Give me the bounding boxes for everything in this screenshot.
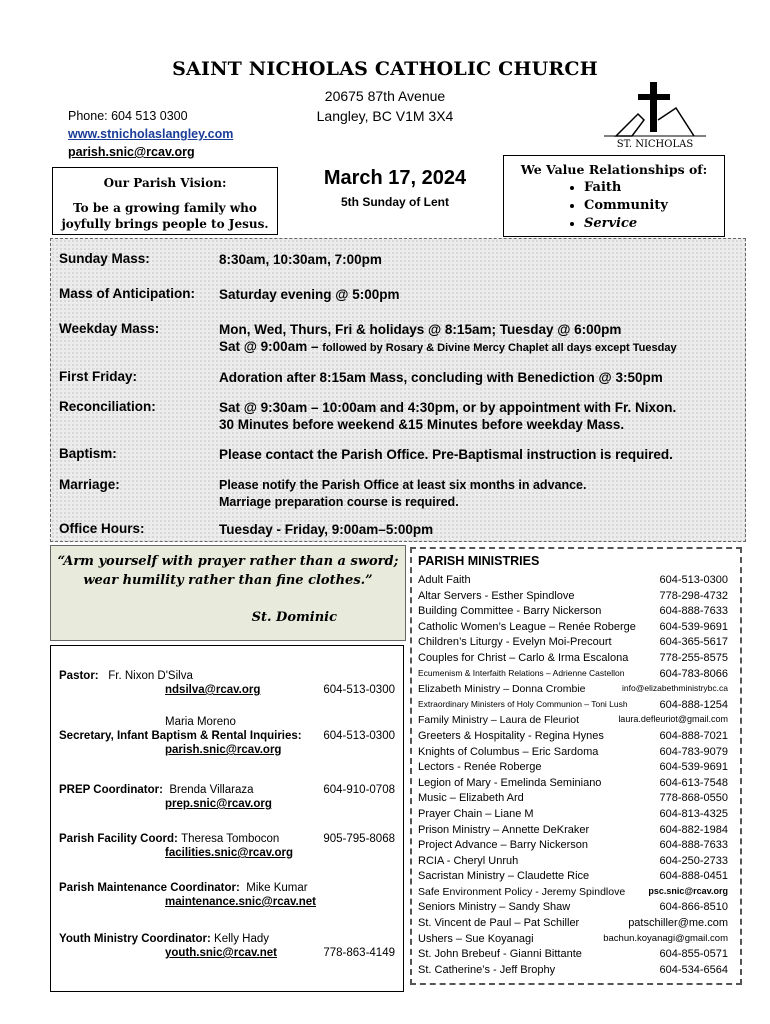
staff-email[interactable]: maintenance.snic@rcav.net [165, 896, 316, 908]
ministry-name: Elizabeth Ministry – Donna Crombie [418, 683, 586, 696]
staff-phone: 905-795-8068 [323, 833, 395, 845]
value-item: • Faith [584, 179, 724, 197]
ministry-name: Ecumenism & Interfaith Relations – Adrienne Castellon [418, 667, 625, 678]
staff-name: Kelly Hady [214, 933, 270, 945]
ministry-contact: 604-783-8066 [659, 667, 728, 680]
schedule-value: Tuesday - Friday, 9:00am–5:00pm [219, 522, 434, 537]
ministry-contact: 604-888-1254 [659, 698, 728, 711]
schedule-value: Marriage preparation course is required. [219, 495, 459, 509]
staff-phone: 778-863-4149 [323, 947, 395, 959]
staff-youth [59, 933, 395, 959]
ministry-contact: 604-866-8510 [659, 901, 728, 914]
ministry-row [418, 824, 728, 840]
staff-email[interactable]: youth.snic@rcav.net [165, 947, 277, 959]
ministry-name: Prayer Chain – Liane M [418, 807, 534, 820]
staff-name: Mike Kumar [246, 882, 308, 894]
ministry-contact: 604-534-6564 [659, 963, 728, 976]
ministry-name: Catholic Women’s League – Renée Roberge [418, 620, 636, 633]
staff-email[interactable]: prep.snic@rcav.org [165, 798, 272, 810]
address-city: Langley, BC V1M 3X4 [316, 108, 454, 124]
email-link[interactable]: parish.snic@rcav.org [68, 145, 195, 159]
ministry-row [418, 870, 728, 886]
ministry-row [418, 683, 728, 699]
ministry-name: Legion of Mary - Emelinda Seminiano [418, 776, 602, 789]
ministry-row [418, 590, 728, 606]
schedule-label: Mass of Anticipation: [59, 286, 196, 301]
ministry-row [418, 668, 728, 684]
ministry-name: Prison Ministry – Annette DeKraker [418, 823, 590, 836]
ministry-contact: 604-813-4325 [659, 807, 728, 820]
schedule-value: Saturday evening @ 5:00pm [219, 287, 400, 302]
ministry-row [418, 839, 728, 855]
staff-secretary [59, 716, 395, 756]
ministry-contact: 604-513-0300 [659, 574, 728, 586]
staff-role: PREP Coordinator: [59, 784, 163, 796]
ministry-contact: 778-298-4732 [659, 589, 728, 602]
ministry-contact[interactable]: patschiller@me.com [628, 917, 728, 930]
ministry-contact: 604-888-7021 [659, 729, 728, 742]
ministry-contact: 604-250-2733 [659, 854, 728, 867]
ministry-row [418, 855, 728, 871]
staff-email[interactable]: facilities.snic@rcav.org [165, 847, 293, 859]
ministry-name: Greeters & Hospitality - Regina Hynes [418, 729, 604, 742]
vision-body: To be a growing family who joyfully brings people to Jesus. [61, 201, 269, 231]
schedule-label: Reconciliation: [59, 399, 156, 414]
staff-prep [59, 784, 395, 810]
schedule-value: Sat @ 9:30am – 10:00am and 4:30pm, or by appointment with Fr. Nixon. [219, 400, 677, 415]
church-address [300, 86, 470, 126]
staff-phone: 604-910-0708 [323, 784, 395, 796]
ministry-name: Sacristan Ministry – Claudette Rice [418, 870, 590, 883]
ministry-name: Adult Faith [418, 574, 471, 586]
ministry-contact: 604-888-7633 [659, 605, 728, 618]
schedule-value: 8:30am, 10:30am, 7:00pm [219, 252, 382, 267]
ministry-row [418, 917, 728, 933]
ministry-contact: 604-882-1984 [659, 823, 728, 836]
staff-role: Pastor: [59, 670, 99, 682]
schedule-value: Adoration after 8:15am Mass, concluding with Benediction @ 3:50pm [219, 370, 663, 385]
ministry-row [418, 730, 728, 746]
staff-email[interactable]: ndsilva@rcav.org [165, 684, 261, 696]
ministry-row [418, 933, 728, 949]
ministry-row [418, 699, 728, 715]
mass-schedule [50, 238, 746, 542]
parish-ministries [410, 547, 742, 985]
ministry-row [418, 886, 728, 902]
quote-line: “Arm yourself with prayer rather than a sword; [57, 554, 399, 569]
vision-title: Our Parish Vision: [103, 176, 227, 190]
ministry-name: Music – Elizabeth Ard [418, 792, 524, 805]
quote-box [50, 545, 406, 641]
ministry-row [418, 948, 728, 964]
ministry-row [418, 901, 728, 917]
staff-role: Parish Facility Coord: [59, 833, 178, 845]
ministry-row [418, 621, 728, 637]
staff-phone: 604-513-0300 [323, 684, 395, 696]
staff-phone: 604-513-0300 [323, 730, 395, 742]
church-name: SAINT NICHOLAS CATHOLIC CHURCH [172, 58, 598, 80]
website-link[interactable]: www.stnicholaslangley.com [68, 127, 234, 141]
schedule-label: Office Hours: [59, 521, 145, 536]
schedule-label: Weekday Mass: [59, 321, 160, 336]
ministry-contact: 604-888-7633 [659, 839, 728, 852]
ministry-row [418, 792, 728, 808]
staff-directory [50, 645, 404, 992]
ministry-contact: 604-783-9079 [659, 745, 728, 758]
ministries-title: PARISH MINISTRIES [418, 554, 540, 568]
ministry-contact: 604-539-9691 [659, 620, 728, 633]
ministry-name: Altar Servers - Esther Spindlove [418, 589, 575, 602]
ministry-row [418, 808, 728, 824]
staff-name: Brenda Villaraza [169, 784, 254, 796]
ministry-name: Extraordinary Ministers of Holy Communion – Toni Lush [418, 698, 628, 709]
bulletin-date [300, 167, 490, 209]
value-item: • Service [584, 215, 724, 233]
ministry-contact: 604-365-5617 [659, 636, 728, 649]
values-box [503, 155, 725, 237]
ministry-name: Family Ministry – Laura de Fleuriot [418, 714, 580, 727]
ministry-name: RCIA - Cheryl Unruh [418, 854, 519, 867]
ministry-row [418, 652, 728, 668]
quote-author: St. Dominic [251, 610, 337, 625]
date-text: March 17, 2024 [323, 167, 467, 189]
ministry-name: St. John Brebeuf - Gianni Bittante [418, 948, 582, 961]
contact-info [68, 107, 233, 161]
staff-maintenance [59, 882, 395, 908]
values-list [504, 179, 724, 233]
ministry-contact[interactable]: laura.defleuriot@gmail.com [618, 714, 728, 725]
ministry-name: Children’s Liturgy - Evelyn Moi-Precourt [418, 636, 612, 649]
staff-email[interactable]: parish.snic@rcav.org [165, 744, 282, 756]
ministry-name: Project Advance – Barry Nickerson [418, 839, 588, 852]
ministry-name: St. Vincent de Paul – Pat Schiller [418, 917, 580, 930]
ministry-row [418, 714, 728, 730]
phone-number: Phone: 604 513 0300 [68, 109, 188, 123]
schedule-value: Mon, Wed, Thurs, Fri & holidays @ 8:15am; Tuesday @ 6:00pm [219, 322, 622, 337]
ministry-row [418, 761, 728, 777]
church-logo [598, 80, 712, 152]
ministry-name: Knights of Columbus – Eric Sardoma [418, 745, 599, 758]
values-title: We Value Relationships of: [520, 162, 708, 177]
ministry-contact: 778-255-8575 [659, 651, 728, 664]
ministry-contact[interactable]: info@elizabethministrybc.ca [622, 683, 728, 694]
schedule-note: followed by Rosary & Divine Mercy Chaplet all days except Tuesday [322, 342, 677, 354]
ministry-name: Lectors - Renée Roberge [418, 761, 542, 774]
ministry-contact: 604-855-0571 [659, 948, 728, 961]
ministry-contact: 604-888-0451 [659, 870, 728, 883]
ministry-contact[interactable]: bachun.koyanagi@gmail.com [603, 932, 728, 944]
schedule-label: First Friday: [59, 369, 138, 384]
schedule-value: 30 Minutes before weekend &15 Minutes before weekday Mass. [219, 417, 625, 432]
ministry-contact: 778-868-0550 [659, 792, 728, 805]
parish-vision-box [52, 167, 278, 235]
ministry-row [418, 777, 728, 793]
liturgical-sunday: 5th Sunday of Lent [341, 195, 449, 209]
ministry-row [418, 605, 728, 621]
quote-line: wear humility rather than fine clothes.” [83, 573, 373, 588]
schedule-value: Sat @ 9:00am – [219, 339, 323, 354]
staff-name: Fr. Nixon D'Silva [108, 670, 193, 682]
schedule-label: Marriage: [59, 477, 120, 492]
ministry-name: Building Committee - Barry Nickerson [418, 605, 602, 618]
ministry-name: Ushers – Sue Koyanagi [418, 932, 534, 945]
schedule-value: Please contact the Parish Office. Pre-Baptismal instruction is required. [219, 447, 673, 462]
schedule-label: Baptism: [59, 446, 117, 461]
staff-role: Parish Maintenance Coordinator: [59, 882, 240, 894]
ministry-contact: 604-539-9691 [659, 761, 728, 774]
schedule-label: Sunday Mass: [59, 251, 150, 266]
staff-name: Theresa Tombocon [181, 833, 280, 845]
staff-facility [59, 833, 395, 859]
ministry-row [418, 636, 728, 652]
value-item: • Community [584, 197, 724, 215]
ministry-name: Safe Environment Policy - Jeremy Spindlove [418, 885, 626, 898]
ministry-name: Couples for Christ – Carlo & Irma Escalona [418, 651, 629, 664]
staff-name: Maria Moreno [165, 716, 236, 728]
staff-role: Youth Ministry Coordinator: [59, 933, 211, 945]
ministry-name: Seniors Ministry – Sandy Shaw [418, 901, 571, 914]
address-street: 20675 87th Avenue [324, 88, 446, 104]
schedule-value: Please notify the Parish Office at least six months in advance. [219, 478, 587, 492]
ministry-contact: 604-613-7548 [659, 776, 728, 789]
staff-pastor [59, 670, 395, 696]
ministry-row [418, 964, 728, 980]
ministry-name: St. Catherine’s - Jeff Brophy [418, 963, 556, 976]
ministry-contact[interactable]: psc.snic@rcav.org [648, 885, 728, 896]
staff-role: Secretary, Infant Baptism & Rental Inquiries: [59, 730, 302, 742]
logo-text: ST. NICHOLAS [616, 139, 694, 150]
ministry-row [418, 574, 728, 590]
ministry-row [418, 746, 728, 762]
